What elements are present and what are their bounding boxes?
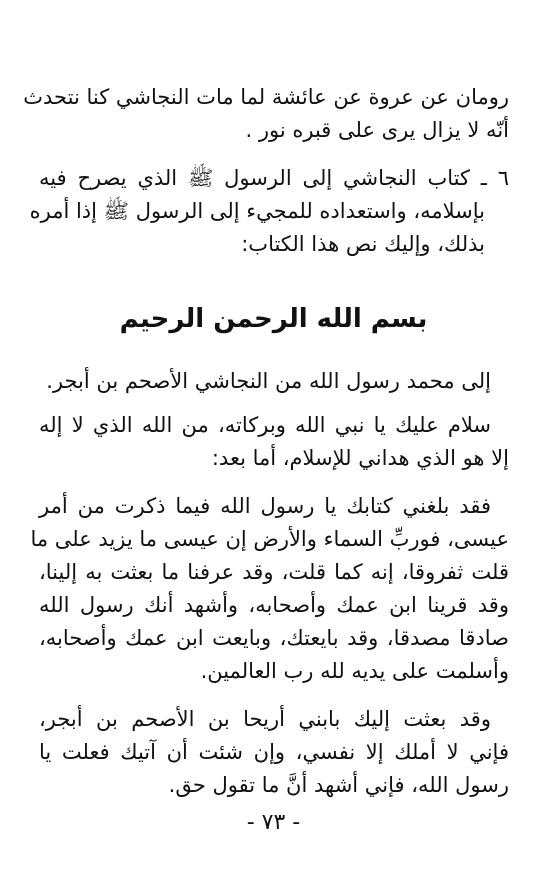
greeting-line-2: إلا هو الذي هداني للإسلام، أما بعد: bbox=[211, 446, 509, 470]
item-6-line-3: بذلك، وإليك نص هذا الكتاب: bbox=[241, 232, 485, 256]
item-6-line-2: بإسلامه، واستعداده للمجيء إلى الرسول ﷺ إذا أمره bbox=[29, 199, 485, 223]
page-number: - ٧٣ - bbox=[246, 810, 301, 835]
paragraph-1-line-1: رومان عن عروة عن عائشة لما مات النجاشي كنا نتحدث bbox=[23, 85, 509, 109]
body-line-3: قلت ثفروقا، إنه كما قلت، وقد عرفنا ما بعثت به إلينا، bbox=[39, 560, 509, 584]
body-line-6: وأسلمت على يديه لله رب العالمين. bbox=[200, 659, 509, 683]
body-line-2: عيسى، فوربِّ السماء والأرض إن عيسى ما يزيد على ما bbox=[30, 527, 509, 551]
body-line-4: وقد قرينا ابن عمك وأصحابه، وأشهد أنك رسول الله bbox=[39, 593, 509, 617]
body-line-5: صادقا مصدقا، وقد بايعتك، وبايعت ابن عمك وأصحابه، bbox=[39, 626, 509, 650]
closing-line-3: رسول الله، فإني أشهد أنَّ ما تقول حق. bbox=[168, 773, 509, 797]
paragraph-1-line-2: أنّه لا يزال يرى على قبره نور . bbox=[245, 118, 509, 142]
greeting-line-1: سلام عليك يا نبي الله وبركاته، من الله الذي لا إله bbox=[39, 413, 491, 437]
letter-header: إلى محمد رسول الله من النجاشي الأصحم بن أبجر. bbox=[46, 369, 491, 393]
item-6-line-1: ٦ ـ كتاب النجاشي إلى الرسول ﷺ الذي يصرح فيه bbox=[39, 166, 509, 190]
basmala-heading: بسم الله الرحمن الرحيم bbox=[119, 304, 428, 334]
closing-line-1: وقد بعثت إليك بابني أريحا بن الأصحم بن أبجر، bbox=[39, 707, 491, 731]
closing-line-2: فإني لا أملك إلا نفسي، وإن شئت أن آتيك فعلت يا bbox=[39, 740, 509, 764]
body-line-1: فقد بلغني كتابك يا رسول الله فيما ذكرت من أمر bbox=[39, 494, 491, 518]
